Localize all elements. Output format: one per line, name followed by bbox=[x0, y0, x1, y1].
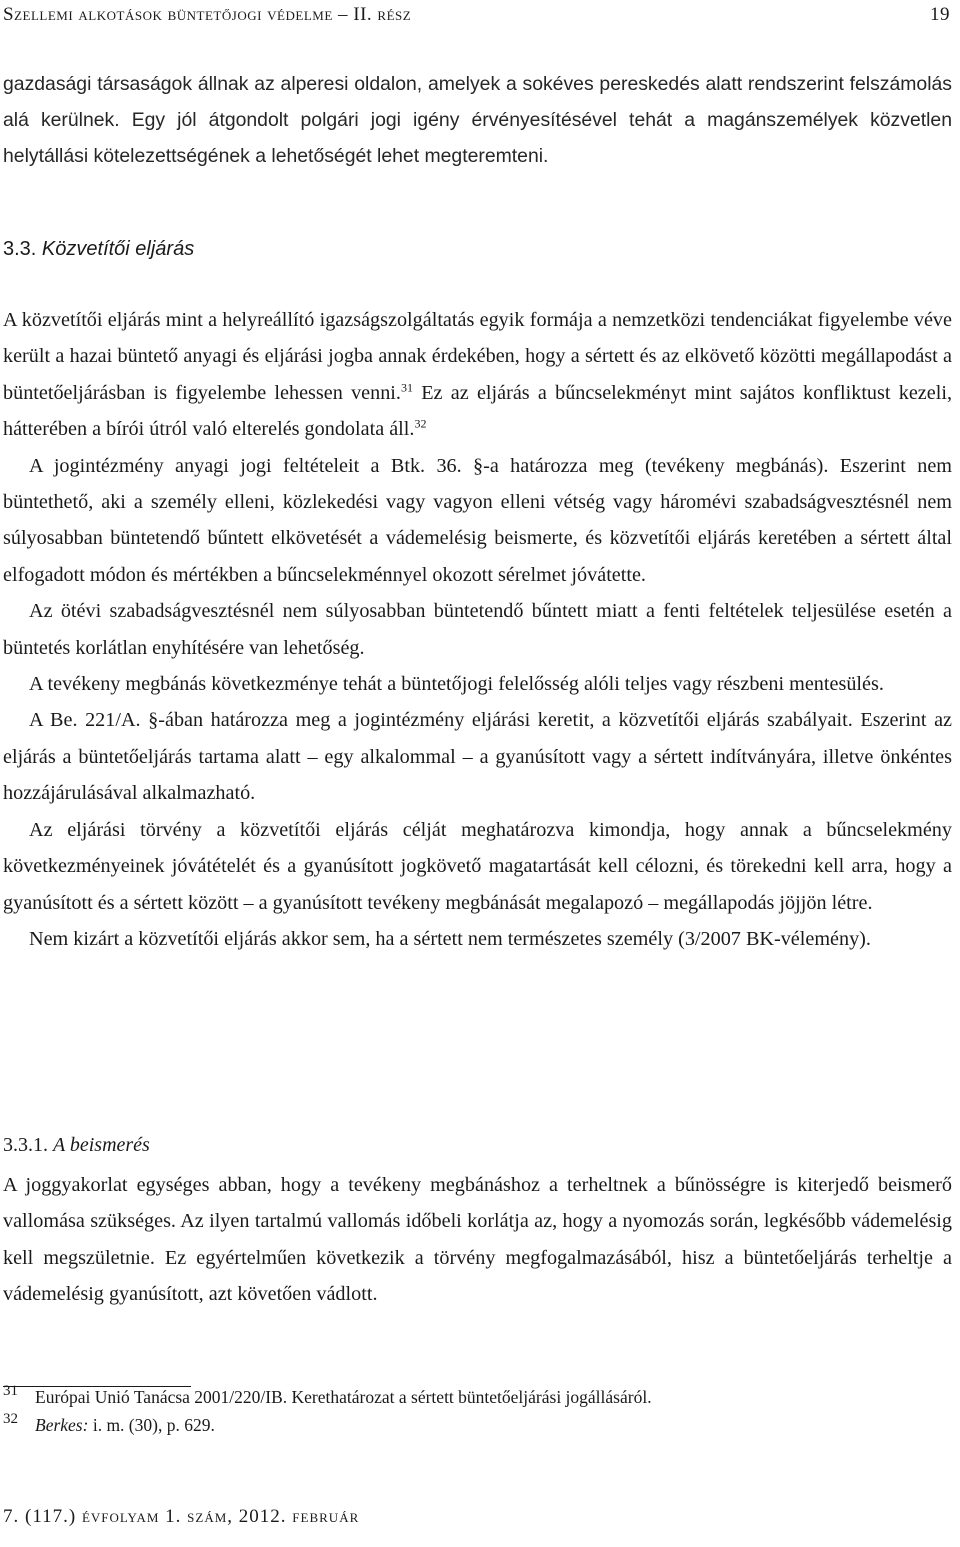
paragraph-7: Nem kizárt a közvetítői eljárás akkor sem, ha a sértett nem természetes személy (3/2007 BK-vélemény). bbox=[29, 927, 871, 950]
footnote-number: 31 bbox=[3, 1383, 18, 1399]
subsection-number: 3.3.1. bbox=[3, 1134, 48, 1156]
section-body bbox=[3, 302, 952, 957]
section-heading bbox=[3, 238, 194, 261]
footnote-32 bbox=[3, 1411, 952, 1439]
footnote-number: 32 bbox=[3, 1411, 18, 1427]
paragraph-5: A Be. 221/A. §-ában határozza meg a jogintézmény eljárási keretit, a közvetítői eljárás szabályait. Eszerint az eljárás a büntetőeljárás tartama alatt – egy alkalommal – a gyanúsított vagy a sértett indítványára, illetve önkéntes hozzájárulásával alkalmazható. bbox=[3, 709, 952, 805]
paragraph-2: A jogintézmény anyagi jogi feltételeit a Btk. 36. §-a határozza meg (tevékeny megbánás). Eszerint nem büntethető, aki a személy elleni, közlekedési vagy vagyon elleni vétség vagy háromévi szabadságvesztésnél nem súlyosabban büntetendő bűntett elkövetését a vádemelésig beismerte, és közvetítői eljárás keretében a sértett által elfogadott módon és mértékben a bűncselekménnyel okozott sérelmet jóvátette. bbox=[3, 454, 952, 586]
section-title: Közvetítői eljárás bbox=[41, 238, 195, 260]
paragraph-1: A közvetítői eljárás mint a helyreállító igazságszolgáltatás egyik formája a nemzetközi tendenciákat figyelembe véve került a hazai büntető anyagi és eljárási jogba annak érdekében, hogy a sértett és az elkövető közötti megállapodást a büntetőeljárásban is figyelembe lehessen venni.$^{31}$ Ez az eljárás a bűncselekményt mint sajátos konfliktust kezeli, hátterében a bírói útról való elterelés gondolata áll.$^{32}$ bbox=[3, 309, 952, 441]
subsection-title: A beismerés bbox=[53, 1134, 150, 1156]
subsection-paragraph: A joggyakorlat egységes abban, hogy a tevékeny megbánáshoz a terheltnek a bűnösségre is kiterjedő beismerő vallomása szükséges. Az ilyen tartalmú vallomás időbeli korlátja az, hogy a nyomozás során, legkésőbb vádemelésig kell megszületnie. Ez egyértelműen következik a törvény megfogalmazásából, hisz a büntetőeljárás terheltje a vádemelésig gyanúsított, azt követően vádlott. bbox=[3, 1174, 952, 1306]
subsection-heading bbox=[3, 1134, 150, 1157]
intro-paragraph: gazdasági társaságok állnak az alperesi oldalon, amelyek a sokéves pereskedés alatt rendszerint felszámolás alá kerülnek. Egy jól átgondolt polgári jogi igény érvényesítésével tehát a magánszemélyek közvetlen helytállási kötelezettségének a lehetőségét lehet megteremteni. bbox=[3, 73, 952, 167]
issue-footer: 7. (117.) évfolyam 1. szám, 2012. február bbox=[3, 1506, 360, 1527]
footnote-31 bbox=[3, 1383, 952, 1411]
footnote-ref-32[interactable]: 32 bbox=[414, 416, 427, 431]
paragraph-3: Az ötévi szabadságvesztésnél nem súlyosabban büntetendő bűntett miatt a fenti feltételek teljesülése esetén a büntetés korlátlan enyhítésére van lehetőség. bbox=[3, 600, 952, 659]
subsection-body bbox=[3, 1167, 952, 1313]
footnotes bbox=[3, 1383, 952, 1439]
footnote-ref-31[interactable]: 31 bbox=[400, 380, 413, 395]
footnote-text: Európai Unió Tanácsa 2001/220/IB. Kerethatározat a sértett büntetőeljárási jogállásáról. bbox=[35, 1387, 652, 1407]
footnote-text: i. m. (30), p. 629. bbox=[88, 1415, 215, 1435]
footnote-author: Berkes: bbox=[35, 1415, 89, 1435]
section-number: 3.3. bbox=[3, 238, 37, 260]
running-title: Szellemi alkotások büntetőjogi védelme – II. rész bbox=[3, 4, 412, 25]
running-header bbox=[3, 4, 950, 26]
page-number: 19 bbox=[930, 4, 950, 25]
paragraph-4: A tevékeny megbánás következménye tehát a büntetőjogi felelősség alóli teljes vagy részbeni mentesülés. bbox=[29, 673, 884, 696]
paragraph-6: Az eljárási törvény a közvetítői eljárás célját meghatározva kimondja, hogy annak a bűncselekmény következményeinek jóvátételét és a gyanúsított jogkövető magatartását kell célozni, és törekedni kell arra, hogy a gyanúsított és a sértett között – a gyanúsított tevékeny megbánását megalapozó – megállapodás jöjjön létre. bbox=[3, 818, 952, 914]
